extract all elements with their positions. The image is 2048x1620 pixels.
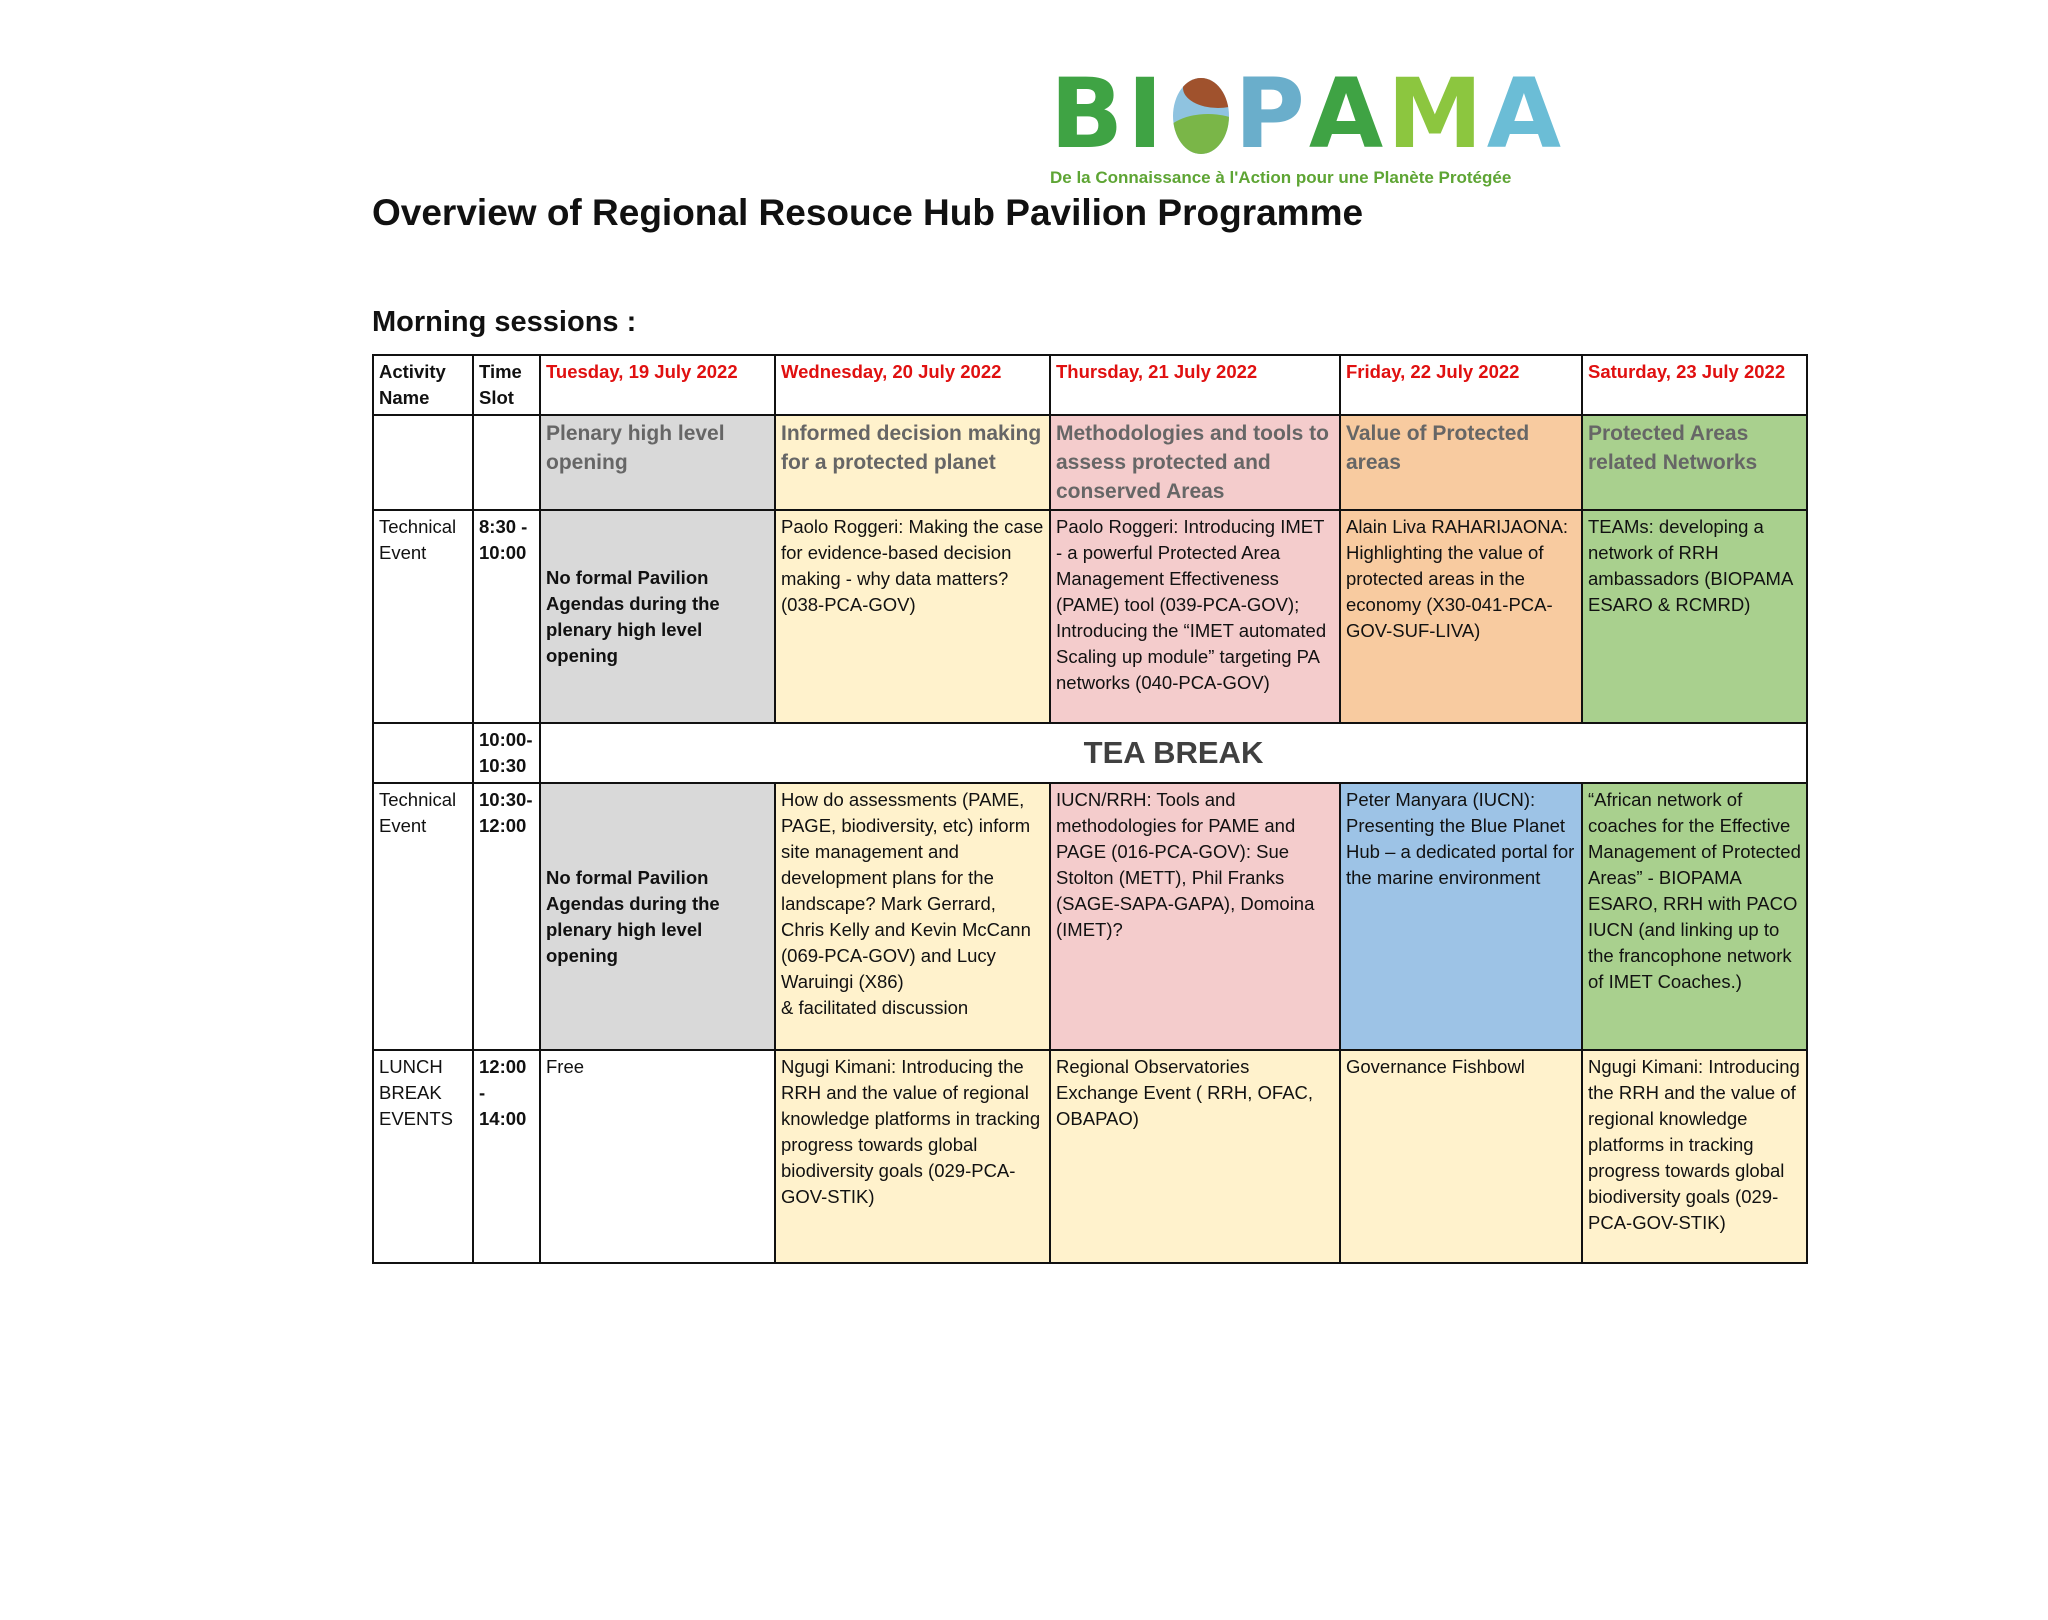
row3-thursday: Regional Observatories Exchange Event ( RRH, OFAC, OBAPAO) — [1050, 1050, 1340, 1263]
row1-wednesday: Paolo Roggeri: Making the case for evidence-based decision making - why data matters? (038-PCA-GOV) — [775, 510, 1050, 723]
theme-thursday: Methodologies and tools to assess protected and conserved Areas — [1050, 415, 1340, 510]
theme-saturday: Protected Areas related Networks — [1582, 415, 1807, 510]
row3-time: 12:00 - 14:00 — [473, 1050, 540, 1263]
theme-friday: Value of Protected areas — [1340, 415, 1582, 510]
tea-time: 10:00-10:30 — [473, 723, 540, 783]
theme-row — [373, 415, 1807, 510]
row1-saturday: TEAMs: developing a network of RRH ambassadors (BIOPAMA ESARO & RCMRD) — [1582, 510, 1807, 723]
header-day-tuesday: Tuesday, 19 July 2022 — [540, 355, 775, 415]
row3-saturday: Ngugi Kimani: Introducing the RRH and the value of regional knowledge platforms in tracking progress towards global biodiversity goals (029-PCA-GOV-STIK) — [1582, 1050, 1807, 1263]
tea-empty-activity — [373, 723, 473, 783]
row1-tuesday: No formal Pavilion Agendas during the plenary high level opening — [540, 510, 775, 723]
row2-saturday: “African network of coaches for the Effective Management of Protected Areas” - BIOPAMA ESARO, RRH with PACO IUCN (and linking up to the francophone network of IMET Coaches.) — [1582, 783, 1807, 1050]
row1-time: 8:30 - 10:00 — [473, 510, 540, 723]
row2-thursday: IUCN/RRH: Tools and methodologies for PAME and PAGE (016-PCA-GOV): Sue Stolton (METT), Phil Franks (SAGE-SAPA-GAPA), Domoina (IMET)? — [1050, 783, 1340, 1050]
logo-letter-a2: A — [1486, 58, 1565, 170]
table-row — [373, 1050, 1807, 1263]
logo-letter-p: P — [1234, 58, 1309, 170]
tea-break-label: TEA BREAK — [540, 723, 1807, 783]
theme-empty-time — [473, 415, 540, 510]
row3-activity: LUNCH BREAK EVENTS — [373, 1050, 473, 1263]
biopama-logo — [1050, 58, 1565, 190]
programme-table — [372, 354, 1808, 1264]
row3-wednesday: Ngugi Kimani: Introducing the RRH and the value of regional knowledge platforms in tracking progress towards global biodiversity goals (029-PCA-GOV-STIK) — [775, 1050, 1050, 1263]
tea-break-row — [373, 723, 1807, 783]
row2-friday: Peter Manyara (IUCN): Presenting the Blue Planet Hub – a dedicated portal for the marine environment — [1340, 783, 1582, 1050]
logo-letter-m: M — [1387, 58, 1487, 170]
header-day-wednesday: Wednesday, 20 July 2022 — [775, 355, 1050, 415]
table-row — [373, 510, 1807, 723]
theme-tuesday: Plenary high level opening — [540, 415, 775, 510]
logo-globe-icon — [1173, 78, 1229, 154]
row1-activity: Technical Event — [373, 510, 473, 723]
header-day-friday: Friday, 22 July 2022 — [1340, 355, 1582, 415]
header-activity: Activity Name — [373, 355, 473, 415]
header-time: Time Slot — [473, 355, 540, 415]
row2-time: 10:30-12:00 — [473, 783, 540, 1050]
row2-wednesday: How do assessments (PAME, PAGE, biodiversity, etc) inform site management and development plans for the landscape? Mark Gerrard, Chris Kelly and Kevin McCann (069-PCA-GOV) and Lucy Waruingi (X86) & facilitated discussion — [775, 783, 1050, 1050]
page-title: Overview of Regional Resouce Hub Pavilion Programme — [372, 192, 1364, 233]
table-row — [373, 783, 1807, 1050]
row2-activity: Technical Event — [373, 783, 473, 1050]
theme-empty-activity — [373, 415, 473, 510]
row1-thursday: Paolo Roggeri: Introducing IMET - a powerful Protected Area Management Effectiveness (PAME) tool (039-PCA-GOV); Introducing the “IMET automated Scaling up module” targeting PA networks (040-PCA-GOV) — [1050, 510, 1340, 723]
logo-tagline: De la Connaissance à l'Action pour une Planète Protégée — [1050, 168, 1512, 187]
row3-tuesday: Free — [540, 1050, 775, 1263]
header-row — [373, 355, 1807, 415]
logo-wordmark — [1050, 58, 1565, 170]
logo-letter-i: I — [1127, 58, 1167, 170]
header-day-thursday: Thursday, 21 July 2022 — [1050, 355, 1340, 415]
header-day-saturday: Saturday, 23 July 2022 — [1582, 355, 1807, 415]
row1-friday: Alain Liva RAHARIJAONA: Highlighting the value of protected areas in the economy (X30-041-PCA-GOV-SUF-LIVA) — [1340, 510, 1582, 723]
logo-letter-a1: A — [1308, 58, 1388, 170]
section-title: Morning sessions : — [372, 306, 637, 338]
logo-letter-b: B — [1050, 58, 1128, 170]
theme-wednesday: Informed decision making for a protected planet — [775, 415, 1050, 510]
row3-friday: Governance Fishbowl — [1340, 1050, 1582, 1263]
row2-tuesday: No formal Pavilion Agendas during the plenary high level opening — [540, 783, 775, 1050]
